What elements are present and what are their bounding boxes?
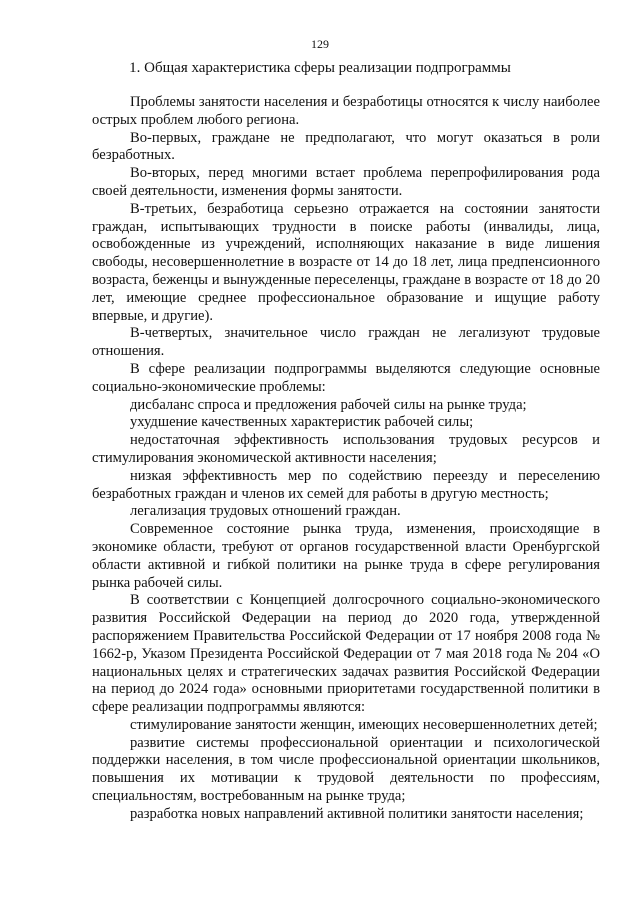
document-body bbox=[92, 94, 600, 824]
page-number: 129 bbox=[311, 37, 329, 51]
list-item: низкая эффективность мер по содействию переезду и переселению безработных граждан и членов их семей для работы в другую местность; bbox=[92, 467, 600, 502]
list-item: легализация трудовых отношений граждан. bbox=[130, 503, 401, 520]
section-title: 1. Общая характеристика сферы реализации подпрограммы bbox=[129, 60, 511, 76]
paragraph: В соответствии с Концепцией долгосрочного социально-экономического развития Российской Федерации на период до 2020 года, утвержденной распоряжением Правительства Российской Федерации от 17 ноября 2008 года № 1662-р, Указом Президента Российской Федерации от 7 мая 2018 года № 204 «О национальных целях и стратегических задачах развития Российской Федерации на период до 2024 года» основными приоритетами государственной политики в сфере реализации подпрограммы являются: bbox=[92, 592, 600, 716]
list-item: разработка новых направлений активной политики занятости населения; bbox=[130, 805, 584, 822]
paragraph: В сфере реализации подпрограммы выделяются следующие основные социально-экономические проблемы: bbox=[92, 360, 600, 395]
paragraph: Во-вторых, перед многими встает проблема перепрофилирования рода своей деятельности, изменения формы занятости. bbox=[92, 165, 600, 199]
list-item: ухудшение качественных характеристик рабочей силы; bbox=[130, 414, 474, 431]
paragraph: В-третьих, безработица серьезно отражается на состоянии занятости граждан, испытывающих трудности в поиске работы (инвалиды, лица, освобожденные из учреждений, исполняющих наказание в виде лишения свободы, несовершеннолетние в возрасте от 14 до 18 лет, лица предпенсионного возраста, беженцы и вынужденные переселенцы, граждане в возрасте от 18 до 20 лет, имеющие среднее профессиональное образование и ищущие работу впервые, и другие). bbox=[92, 200, 600, 324]
list-item: стимулирование занятости женщин, имеющих несовершеннолетних детей; bbox=[130, 716, 598, 733]
paragraph: Современное состояние рынка труда, изменения, происходящие в экономике области, требуют от органов государственной власти Оренбургской области активной и гибкой политики на рынке труда в сфере регулирования рынка рабочей силы. bbox=[92, 521, 600, 591]
paragraph: Во-первых, граждане не предполагают, что могут оказаться в роли безработных. bbox=[92, 129, 600, 164]
paragraph: Проблемы занятости населения и безработицы относятся к числу наиболее острых проблем любого региона. bbox=[92, 94, 600, 128]
list-item: недостаточная эффективность использования трудовых ресурсов и стимулирования экономической активности населения; bbox=[92, 432, 600, 466]
paragraph: В-четвертых, значительное число граждан не легализуют трудовые отношения. bbox=[92, 325, 600, 360]
list-item: дисбаланс спроса и предложения рабочей силы на рынке труда; bbox=[130, 396, 527, 413]
list-item: развитие системы профессиональной ориентации и психологической поддержки населения, в том числе профессиональной ориентации школьников, повышения их мотивации к трудовой деятельности по профессиям, специальностям, востребованным на рынке труда; bbox=[92, 734, 600, 805]
